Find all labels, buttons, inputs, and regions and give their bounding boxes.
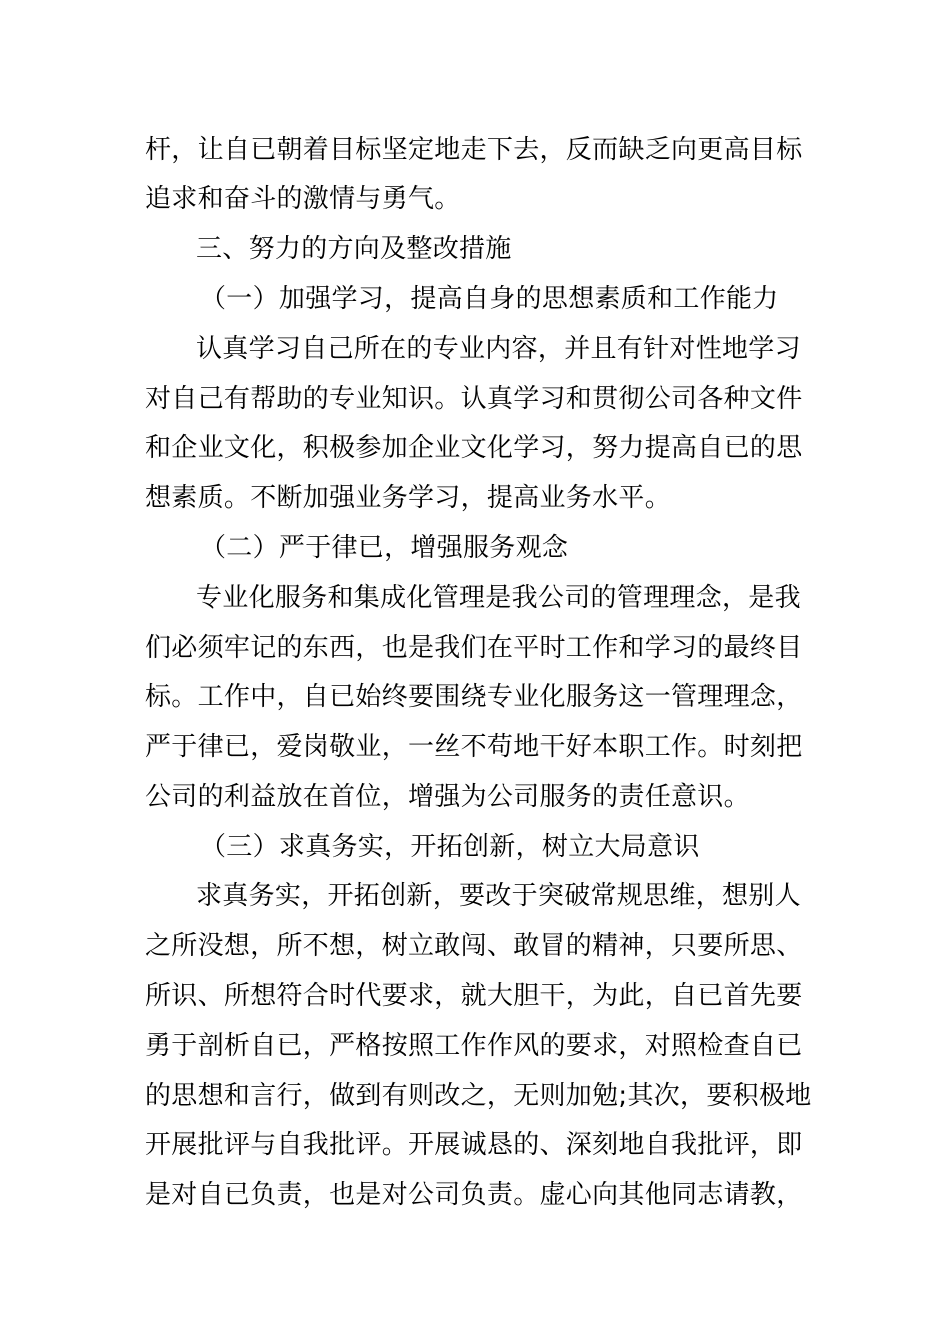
paragraph-line: 对自己有帮助的专业知识。认真学习和贯彻公司各种文件 (145, 384, 803, 414)
paragraph-line: 开展批评与自我批评。开展诚恳的、深刻地自我批评，即 (145, 1130, 803, 1160)
paragraph-line: 所识、所想符合时代要求，就大胆干，为此，自已首先要 (145, 981, 803, 1011)
subsection-heading: （一）加强学习，提高自身的思想素质和工作能力 (200, 284, 779, 314)
paragraph-line: 和企业文化，积极参加企业文化学习，努力提高自已的思 (145, 433, 803, 463)
paragraph-line: 公司的利益放在首位，增强为公司服务的责任意识。 (145, 782, 750, 812)
paragraph-line: 想素质。不断加强业务学习，提高业务水平。 (145, 483, 672, 513)
paragraph-line: 认真学习自己所在的专业内容，并且有针对性地学习 (196, 334, 801, 364)
paragraph-line: 标。工作中，自已始终要围绕专业化服务这一管理理念， (145, 682, 803, 712)
paragraph-line: 严于律已，爱岗敬业，一丝不苟地干好本职工作。时刻把 (145, 732, 803, 762)
paragraph-line: 勇于剖析自已，严格按照工作作风的要求，对照检查自已 (145, 1031, 803, 1061)
paragraph-line: 是对自已负责，也是对公司负责。虚心向其他同志请教， (145, 1180, 803, 1210)
section-heading: 三、努力的方向及整改措施 (196, 234, 512, 264)
paragraph-line: 求真务实，开拓创新，要改于突破常规思维，想别人 (196, 881, 801, 911)
paragraph-line: 追求和奋斗的激情与勇气。 (145, 184, 461, 214)
paragraph-line: 之所没想，所不想，树立敢闯、敢冒的精神，只要所思、 (145, 931, 803, 961)
paragraph-line: 们必须牢记的东西，也是我们在平时工作和学习的最终目 (145, 633, 803, 663)
paragraph-line: 杆，让自已朝着目标坚定地走下去，反而缺乏向更高目标 (145, 135, 803, 165)
paragraph-line: 的思想和言行，做到有则改之，无则加勉;其次，要积极地 (145, 1081, 812, 1111)
paragraph-line: 专业化服务和集成化管理是我公司的管理理念，是我 (196, 583, 801, 613)
subsection-heading: （三）求真务实，开拓创新，树立大局意识 (200, 832, 700, 862)
subsection-heading: （二）严于律已，增强服务观念 (200, 533, 569, 563)
